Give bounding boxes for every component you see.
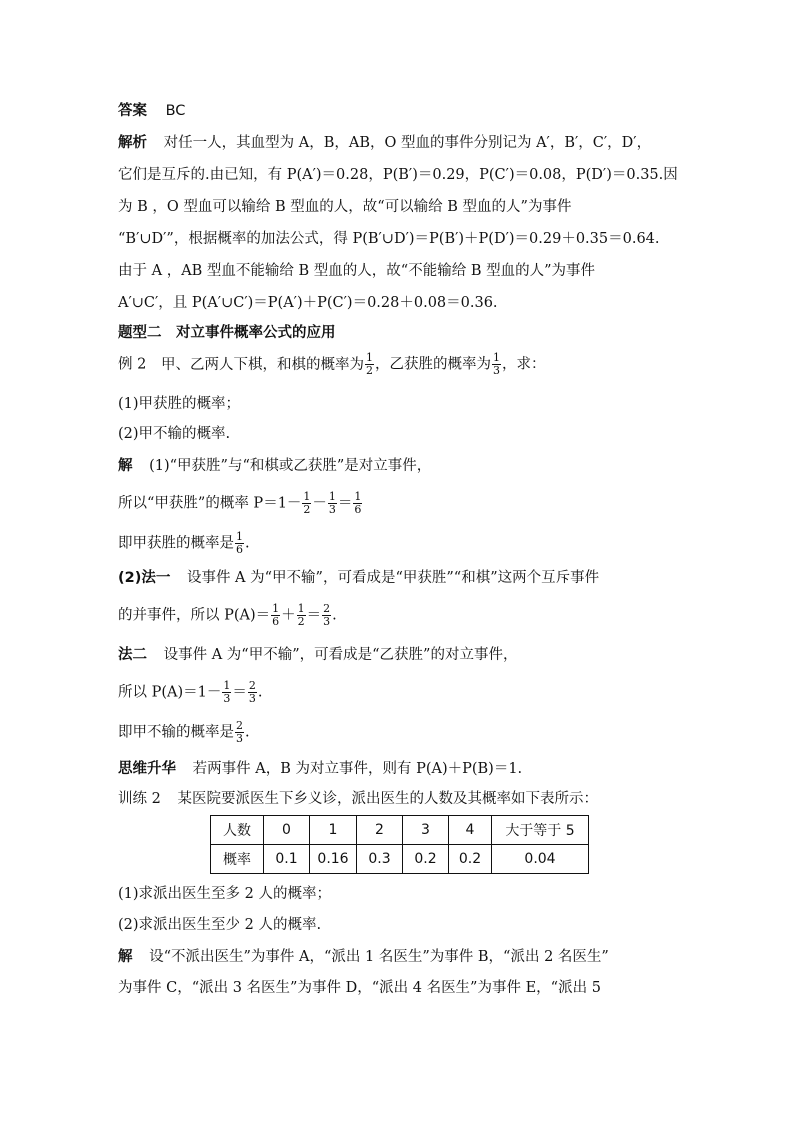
fraction-one-third: $\frac{1}{3}$ [223, 679, 231, 705]
fraction-two-thirds: $\frac{2}{3}$ [236, 719, 243, 745]
table-cell: 0.2 [403, 845, 449, 874]
solution-t2-line-1 [118, 947, 609, 967]
table-cell: 0 [264, 816, 310, 845]
method1-line-1 [118, 568, 599, 588]
table-cell: 0.3 [357, 845, 403, 874]
table-row [211, 816, 589, 845]
section-title-type2: 题型二 对立事件概率公式的应用 [118, 325, 336, 341]
method2-text-2: 所以 P(A)＝1－ [118, 684, 222, 701]
solution2-text-3: 即甲获胜的概率是 [118, 535, 234, 552]
method2-text-3: 即甲不输的概率是 [118, 724, 234, 741]
answer-line [118, 101, 185, 121]
method2-line-3: 即甲不输的概率是 $\frac{2}{3}$ . [118, 719, 250, 745]
fraction-one-half: $\frac{1}{2}$ [365, 351, 373, 377]
table-cell: 2 [357, 816, 403, 845]
thinking-label: 思维升华 [118, 761, 176, 777]
analysis-line-6: A′∪C′，且 P(A′∪C′)＝P(A′)＋P(C′)＝0.28＋0.08＝0.36. [118, 295, 498, 311]
training2-q2: (2)求派出医生至少 2 人的概率. [118, 917, 322, 933]
solution-t2-line-2: 为事件 C，“派出 3 名医生”为事件 D，“派出 4 名医生”为事件 E，“派出 5 [118, 980, 601, 996]
solution2-line-2: 所以“甲获胜”的概率 P＝1－ $\frac{1}{2}$ － $\frac{1}{3}$ ＝ $\frac{1}{6}$ [118, 490, 362, 516]
table-cell: 人数 [211, 816, 264, 845]
fraction-one-half: $\frac{1}{2}$ [297, 602, 305, 628]
training2-label: 训练 2 [118, 791, 161, 807]
answer-label: 答案 [118, 103, 147, 119]
fraction-one-sixth: $\frac{1}{6}$ [236, 530, 243, 556]
example2-text-c: ，求： [501, 356, 546, 373]
method2-line-2: 所以 P(A)＝1－ $\frac{1}{3}$ ＝ $\frac{2}{3}$ . [118, 679, 263, 705]
fraction-one-third: $\frac{1}{3}$ [328, 490, 336, 516]
method1-label: (2)法一 [118, 570, 171, 586]
training2-line [118, 789, 598, 809]
method1-line-2: 的并事件，所以 P(A)＝ $\frac{1}{6}$ ＋ $\frac{1}{2}$ ＝ $\frac{2}{3}$ . [118, 602, 337, 628]
solution2-line-3: 即甲获胜的概率是 $\frac{1}{6}$ . [118, 530, 250, 556]
table-cell: 大于等于 5 [492, 816, 589, 845]
method2-text: 设事件 A 为“甲不输”，可看成是“乙获胜”的对立事件， [163, 647, 518, 663]
table-cell: 4 [449, 816, 492, 845]
fraction-one-third: $\frac{1}{3}$ [492, 351, 500, 377]
fraction-one-half: $\frac{1}{2}$ [303, 490, 311, 516]
fraction-one-sixth: $\frac{1}{6}$ [354, 490, 362, 516]
solution-t2-text-1: 设“不派出医生”为事件 A，“派出 1 名医生”为事件 B，“派出 2 名医生” [149, 949, 609, 965]
method1-text: 设事件 A 为“甲不输”，可看成是“甲获胜”“和棋”这两个互斥事件 [186, 570, 600, 586]
table-cell: 3 [403, 816, 449, 845]
solution2-text-2: 所以“甲获胜”的概率 P＝1－ [118, 495, 302, 512]
table-row [211, 845, 589, 874]
solution-t2-label: 解 [118, 949, 133, 965]
analysis-line-2: 它们是互斥的.由已知，有 P(A′)＝0.28，P(B′)＝0.29，P(C′)＝0.08，P(D′)＝0.35.因 [118, 167, 678, 183]
solution2-text-1: (1)“甲获胜”与“和棋或乙获胜”是对立事件， [149, 458, 432, 474]
analysis-label: 解析 [118, 135, 147, 151]
fraction-one-sixth: $\frac{1}{6}$ [272, 602, 280, 628]
example2-q2: (2)甲不输的概率. [118, 426, 231, 442]
table-cell: 概率 [211, 845, 264, 874]
method1-text-2: 的并事件，所以 P(A)＝ [118, 607, 271, 624]
table-cell: 0.1 [264, 845, 310, 874]
example2-text-b: ，乙获胜的概率为 [374, 356, 491, 373]
example2-text-a: 甲、乙两人下棋，和棋的概率为 [160, 356, 364, 373]
training2-q1: (1)求派出医生至多 2 人的概率； [118, 886, 331, 902]
fraction-two-thirds: $\frac{2}{3}$ [323, 602, 331, 628]
analysis-line-4: “B′∪D′”，根据概率的加法公式，得 P(B′∪D′)＝P(B′)＋P(D′)＝0.29＋0.35＝0.64. [118, 231, 660, 247]
analysis-line-5: 由于 A ，AB 型血不能输给 B 型血的人，故“不能输给 B 型血的人”为事件 [118, 263, 595, 279]
analysis-line-1 [118, 133, 651, 153]
analysis-text-1: 对任一人，其血型为 A，B，AB，O 型血的事件分别记为 A′，B′，C′，D′， [163, 135, 652, 151]
table-cell: 0.16 [310, 845, 357, 874]
thinking-text: 若两事件 A，B 为对立事件，则有 P(A)＋P(B)＝1. [192, 761, 523, 777]
example2-q1: (1)甲获胜的概率； [118, 396, 241, 412]
training2-text: 某医院要派医生下乡义诊，派出医生的人数及其概率如下表所示： [177, 791, 598, 807]
fraction-two-thirds: $\frac{2}{3}$ [248, 679, 256, 705]
method2-line-1 [118, 645, 517, 665]
analysis-line-3: 为 B ，O 型血可以输给 B 型血的人，故“可以输给 B 型血的人”为事件 [118, 199, 572, 215]
probability-table [210, 815, 589, 874]
method2-label: 法二 [118, 647, 147, 663]
table-cell: 0.04 [492, 845, 589, 874]
solution2-label: 解 [118, 458, 133, 474]
solution2-line-1 [118, 456, 431, 476]
table-cell: 0.2 [449, 845, 492, 874]
table-cell: 1 [310, 816, 357, 845]
example2-line [118, 352, 545, 377]
thinking-line [118, 759, 522, 779]
example2-label: 例 2 [118, 356, 147, 373]
answer-value: BC [165, 103, 186, 119]
